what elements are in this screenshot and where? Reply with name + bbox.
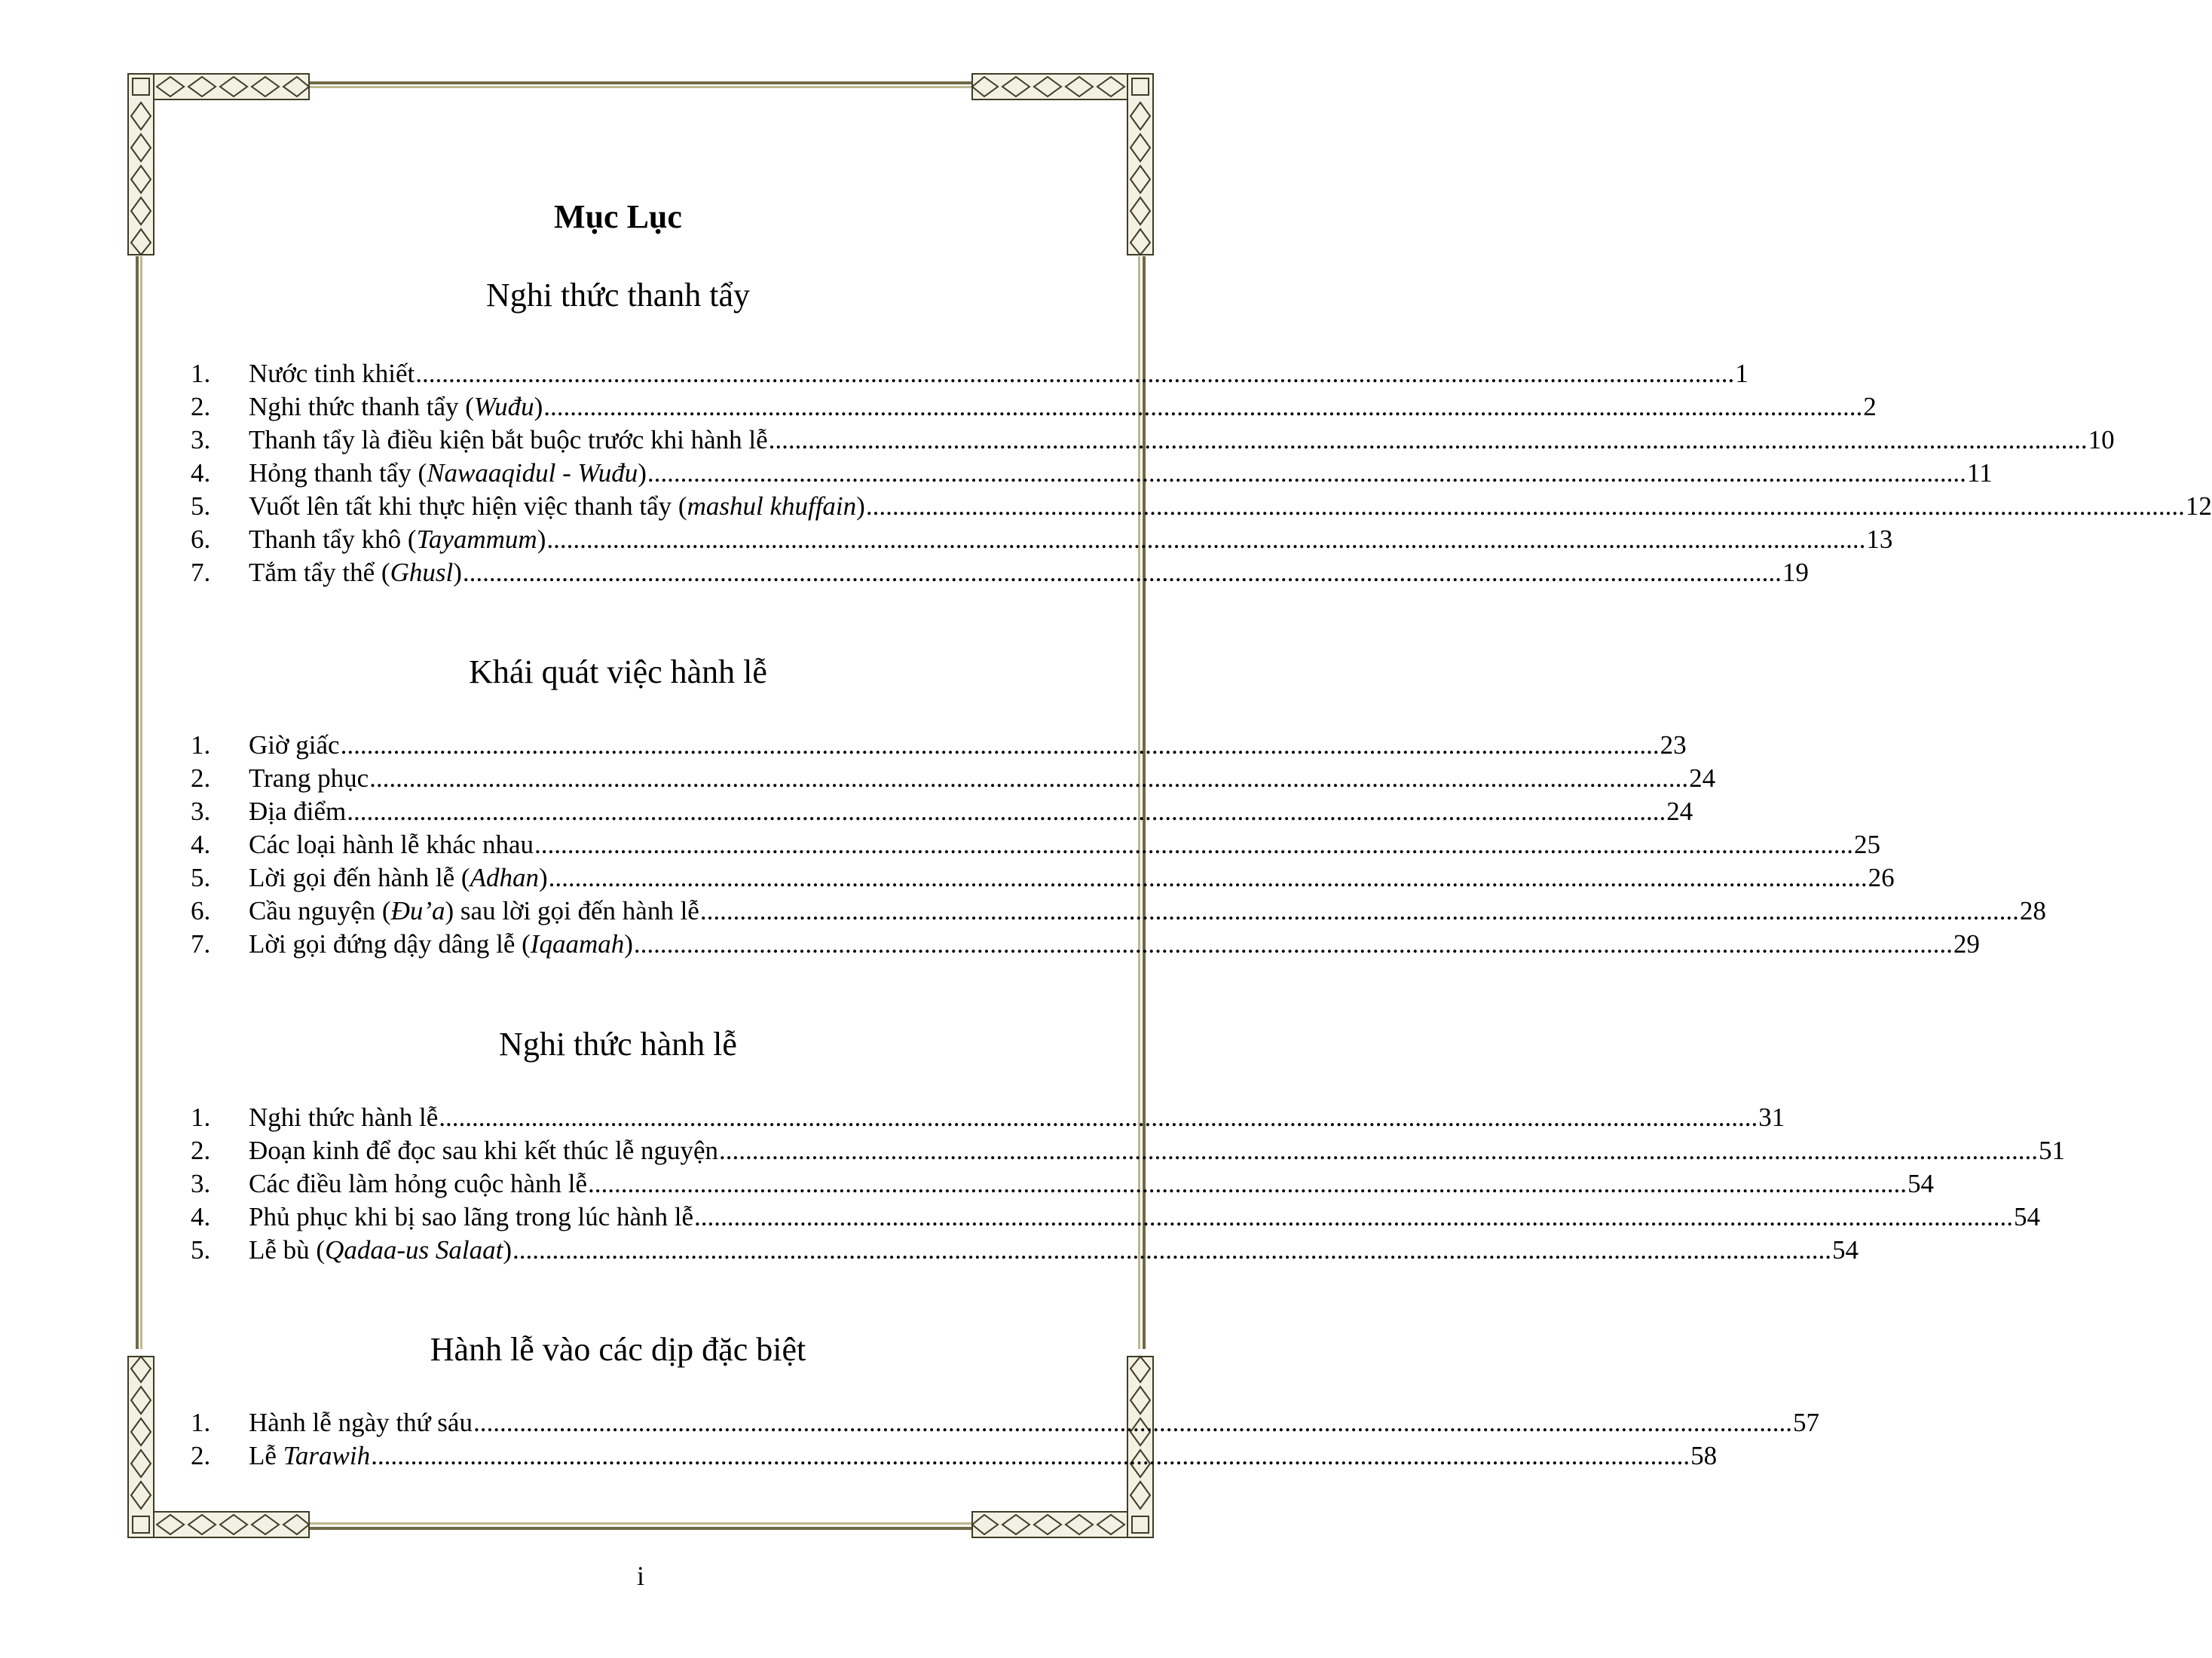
toc-leader-dots: ........................................................................................................................................................................................................ xyxy=(719,1136,2039,1165)
toc-entry-title-term: Adhan xyxy=(470,863,539,892)
toc-entry-title xyxy=(249,1439,370,1473)
toc-entry-number: 2. xyxy=(191,763,211,793)
toc-entry-page: 1 xyxy=(1735,359,1748,388)
border-line-bottom xyxy=(309,1527,972,1530)
toc-entry-number: 3. xyxy=(191,425,211,454)
toc-entry-number: 2. xyxy=(191,1441,211,1470)
toc-entry-title xyxy=(249,928,633,961)
border-line-bottom-inner xyxy=(309,1522,972,1525)
toc-entry-page: 13 xyxy=(1866,525,1893,554)
toc-leader-dots: ........................................................................................................................................................................................................ xyxy=(548,863,1868,892)
toc-entry-title xyxy=(249,1101,438,1134)
toc-entry-title xyxy=(249,457,647,490)
toc-entry-page: 12 xyxy=(2185,491,2212,521)
toc-entry-title-text: Hành lễ ngày thứ sáu xyxy=(249,1408,473,1437)
toc-entry-title xyxy=(249,1234,512,1267)
toc-leader-dots: ........................................................................................................................................................................................................ xyxy=(340,730,1660,760)
toc-leader-dots: ........................................................................................................................................................................................................ xyxy=(415,359,1735,388)
toc-entry-title xyxy=(249,895,699,928)
toc-entry-title-suffix: ) xyxy=(537,525,546,554)
toc-entry-page: 19 xyxy=(1782,558,1809,587)
toc-entry-title-term: Nawaaqidul - Wuđu xyxy=(427,458,638,488)
toc-entry[interactable] xyxy=(191,762,1716,795)
toc-entry-title-text: Nghi thức hành lễ xyxy=(249,1103,439,1132)
toc-entry-title-text: Đoạn kinh để đọc sau khi kết thúc lễ nguyện xyxy=(249,1136,719,1165)
toc-entry-title xyxy=(249,861,548,895)
toc-entry[interactable] xyxy=(191,357,1748,390)
toc-entry-title xyxy=(249,1134,718,1167)
toc-entry-page: 25 xyxy=(1854,830,1881,859)
toc-entry-title-text: Hỏng thanh tẩy ( xyxy=(249,458,427,488)
toc-entry-title-term: Wuđu xyxy=(473,392,534,421)
toc-leader-dots: ........................................................................................................................................................................................................ xyxy=(347,797,1666,826)
section-heading: Nghi thức thanh tẩy xyxy=(485,277,751,314)
toc-entry-page: 29 xyxy=(1953,929,1980,959)
toc-entry-title-text: Cầu nguyện ( xyxy=(249,896,391,925)
toc-entry-title xyxy=(249,556,462,589)
toc-leader-dots: ........................................................................................................................................................................................................ xyxy=(462,558,1782,587)
toc-entry-number: 5. xyxy=(191,1235,211,1265)
toc-leader-dots: ........................................................................................................................................................................................................ xyxy=(633,929,1953,959)
toc-entry-page: 24 xyxy=(1666,797,1693,826)
toc-entry-number: 4. xyxy=(191,1202,211,1231)
toc-list xyxy=(191,1101,2066,1267)
toc-leader-dots: ........................................................................................................................................................................................................ xyxy=(865,491,2185,521)
toc-entry-title-text: Vuốt lên tất khi thực hiện việc thanh tẩy ( xyxy=(249,491,687,521)
border-line-left-inner xyxy=(140,256,142,1349)
page-title: Mục Lục xyxy=(554,198,682,235)
toc-entry-title xyxy=(249,762,369,795)
toc-entry-title xyxy=(249,828,534,861)
toc-entry-title-text: Tắm tẩy thể ( xyxy=(249,558,390,587)
toc-entry-title-term: Iqaamah xyxy=(530,929,625,959)
toc-entry-title xyxy=(249,390,543,424)
toc-entry-number: 1. xyxy=(191,1103,211,1132)
toc-entry-number: 1. xyxy=(191,359,211,388)
toc-list xyxy=(191,357,2212,589)
toc-entry-title xyxy=(249,729,340,762)
toc-entry-title-text: Các điều làm hỏng cuộc hành lễ xyxy=(249,1169,588,1198)
toc-entry-title-text: Nước tinh khiết xyxy=(249,359,415,388)
toc-leader-dots: ........................................................................................................................................................................................................ xyxy=(768,425,2088,454)
toc-list xyxy=(191,1406,1819,1473)
toc-entry-title xyxy=(249,523,546,556)
toc-entry[interactable] xyxy=(191,1101,1785,1134)
toc-entry-page: 2 xyxy=(1863,392,1877,421)
toc-entry-number: 5. xyxy=(191,863,211,892)
toc-entry-title xyxy=(249,795,346,828)
toc-entry-page: 54 xyxy=(1908,1169,1935,1198)
toc-entry-title-text: Thanh tẩy là điều kiện bắt buộc trước khi hành lễ xyxy=(249,425,768,454)
toc-entry-title-text: Thanh tẩy khô ( xyxy=(249,525,417,554)
toc-entry-title-suffix: ) xyxy=(534,392,543,421)
toc-leader-dots: ........................................................................................................................................................................................................ xyxy=(534,830,1854,859)
toc-entry-title-text: Nghi thức thanh tẩy ( xyxy=(249,392,474,421)
toc-entry-title-text: Lời gọi đến hành lễ ( xyxy=(249,863,470,892)
toc-entry-page: 57 xyxy=(1792,1408,1819,1437)
toc-leader-dots: ........................................................................................................................................................................................................ xyxy=(588,1169,1908,1198)
toc-entry-number: 6. xyxy=(191,525,211,554)
toc-leader-dots: ........................................................................................................................................................................................................ xyxy=(371,1441,1690,1470)
toc-entry-page: 54 xyxy=(2014,1202,2041,1231)
toc-leader-dots: ........................................................................................................................................................................................................ xyxy=(694,1202,2014,1231)
toc-leader-dots: ........................................................................................................................................................................................................ xyxy=(473,1408,1792,1437)
toc-entry-title-term: Tarawih xyxy=(283,1441,371,1470)
toc-entry[interactable] xyxy=(191,861,1895,895)
toc-entry-page: 31 xyxy=(1758,1103,1785,1132)
toc-entry[interactable] xyxy=(191,523,1893,556)
toc-entry-number: 3. xyxy=(191,797,211,826)
toc-entry[interactable] xyxy=(191,1201,2041,1234)
page-number: i xyxy=(636,1561,644,1591)
toc-entry-title-text: Lễ xyxy=(249,1441,283,1470)
toc-entry-title xyxy=(249,1201,693,1234)
toc-entry-title xyxy=(249,1167,587,1201)
toc-entry-page: 10 xyxy=(2088,425,2115,454)
toc-entry-page: 51 xyxy=(2039,1136,2066,1165)
toc-entry-number: 6. xyxy=(191,896,211,925)
border-line-top xyxy=(309,81,972,84)
toc-entry-title xyxy=(249,357,415,390)
toc-entry-number: 5. xyxy=(191,491,211,521)
section-heading: Nghi thức hành lễ xyxy=(499,1026,737,1063)
toc-entry-title-text: Lời gọi đứng dậy dâng lễ ( xyxy=(249,929,531,959)
toc-entry-title-term: Đu’a xyxy=(390,896,445,925)
toc-entry[interactable] xyxy=(191,556,1809,589)
toc-entry[interactable] xyxy=(191,390,1877,424)
toc-entry[interactable] xyxy=(191,895,2046,928)
toc-entry-number: 4. xyxy=(191,830,211,859)
toc-entry-title-term: Qadaa-us Salaat xyxy=(325,1235,503,1265)
toc-leader-dots: ........................................................................................................................................................................................................ xyxy=(546,525,1866,554)
toc-entry-page: 11 xyxy=(1966,458,1993,488)
toc-entry-title-suffix: ) xyxy=(624,929,633,959)
toc-entry-title xyxy=(249,424,768,457)
toc-entry[interactable] xyxy=(191,729,1687,762)
toc-leader-dots: ........................................................................................................................................................................................................ xyxy=(647,458,1966,488)
toc-entry-page: 58 xyxy=(1690,1441,1718,1470)
toc-entry-page: 24 xyxy=(1689,763,1716,793)
toc-leader-dots: ........................................................................................................................................................................................................ xyxy=(699,896,2019,925)
toc-entry-title-suffix: ) xyxy=(453,558,462,587)
toc-entry[interactable] xyxy=(191,928,1980,961)
toc-entry-title-suffix: ) xyxy=(856,491,865,521)
toc-entry-title-suffix: ) xyxy=(538,863,548,892)
toc-leader-dots: ........................................................................................................................................................................................................ xyxy=(512,1235,1831,1265)
toc-entry[interactable] xyxy=(191,1439,1718,1473)
toc-entry[interactable] xyxy=(191,1406,1819,1439)
toc-leader-dots: ........................................................................................................................................................................................................ xyxy=(543,392,1863,421)
toc-entry[interactable] xyxy=(191,795,1693,828)
toc-entry-number: 1. xyxy=(191,730,211,760)
toc-entry[interactable] xyxy=(191,1234,1859,1267)
toc-entry-title-text: Trang phục xyxy=(249,763,369,793)
section-heading: Hành lễ vào các dịp đặc biệt xyxy=(430,1331,806,1368)
toc-entry-number: 1. xyxy=(191,1408,211,1437)
toc-entry-title-text: Các loại hành lễ khác nhau xyxy=(249,830,534,859)
toc-entry-title-suffix: ) xyxy=(638,458,647,488)
toc-entry-number: 3. xyxy=(191,1169,211,1198)
section-heading: Khái quát việc hành lễ xyxy=(469,653,767,690)
toc-entry-number: 7. xyxy=(191,929,211,959)
toc-entry-number: 2. xyxy=(191,1136,211,1165)
toc-entry-number: 2. xyxy=(191,392,211,421)
toc-entry[interactable] xyxy=(191,424,2115,457)
border-line-left xyxy=(136,256,139,1349)
toc-entry-title-text: Giờ giấc xyxy=(249,730,340,760)
toc-entry-page: 23 xyxy=(1660,730,1687,760)
toc-entry-title-term: mashul khuffain xyxy=(687,491,857,521)
toc-entry-title xyxy=(249,490,865,523)
toc-entry-page: 28 xyxy=(2019,896,2046,925)
toc-list xyxy=(191,729,2046,961)
toc-entry-title xyxy=(249,1406,473,1439)
toc-entry-title-suffix: ) sau lời gọi đến hành lễ xyxy=(445,896,699,925)
toc-leader-dots: ........................................................................................................................................................................................................ xyxy=(369,763,1689,793)
toc-entry-title-term: Ghusl xyxy=(390,558,454,587)
toc-entry[interactable] xyxy=(191,1167,1935,1201)
toc-entry-title-text: Phủ phục khi bị sao lãng trong lúc hành lễ xyxy=(249,1202,694,1231)
toc-entry-title-suffix: ) xyxy=(503,1235,512,1265)
border-line-top-inner xyxy=(309,86,972,88)
toc-entry-number: 7. xyxy=(191,558,211,587)
toc-entry-page: 26 xyxy=(1868,863,1895,892)
toc-entry-title-text: Lễ bù ( xyxy=(249,1235,326,1265)
toc-entry-title-text: Địa điểm xyxy=(249,797,347,826)
toc-entry[interactable] xyxy=(191,457,1993,490)
toc-entry-title-term: Tayammum xyxy=(416,525,537,554)
toc-entry[interactable] xyxy=(191,828,1881,861)
toc-entry[interactable] xyxy=(191,1134,2066,1167)
toc-entry-number: 4. xyxy=(191,458,211,488)
toc-leader-dots: ........................................................................................................................................................................................................ xyxy=(439,1103,1758,1132)
toc-entry[interactable] xyxy=(191,490,2212,523)
toc-entry-page: 54 xyxy=(1831,1235,1859,1265)
